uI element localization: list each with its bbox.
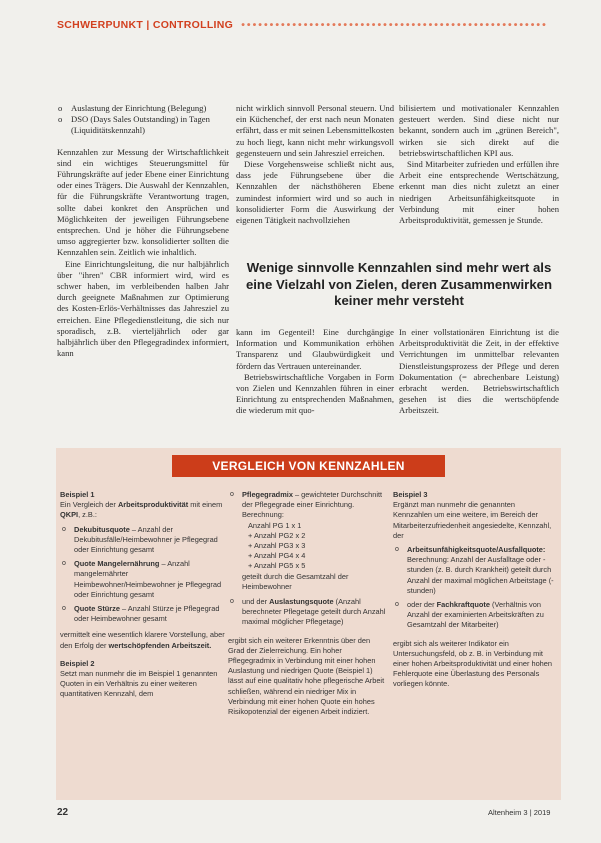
example-1-title: Beispiel 1 — [60, 490, 95, 499]
example-3-conclusion: ergibt sich als weiterer Indikator ein Untersuchungsfeld, ob z. B. in Verbindung mit einer hohen Arbeitsproduktivität und einer hohen Fehlerquote eine Überlastung des Personals vorliegen könnte. — [393, 638, 553, 689]
column-2-bottom: kann im Gegenteil! Eine durchgängige Information und Kommunikation erhöhen Transparenz und Glaubwürdigkeit und fördern das Vertrauen untereinander. Betriebswirtschaftliche Vorgaben in Form von Zielen und Kennzahlen führen in einer Einrichtung zu entsprechenden Maßnahmen, die wiederum mit quo- — [236, 327, 394, 416]
page-number: 22 — [57, 807, 69, 818]
pflegegradmix-list — [228, 490, 388, 628]
list-item: o Pflegegradmix – gewichteter Durchschnitt der Pflegegrade einer Einrichtung. Berechnung: Anzahl PG 1 x 1 + Anzahl PG2 x 2 + Anzahl PG3 x 3 + Anzahl PG4 x 4 + Anzahl PG5 x 5 geteilt durch die Gesamtzahl der Heimbewohner — [228, 490, 388, 592]
list-item: o oder der Fachkraftquote (Verhältnis von Anzahl der examinierten Arbeitskräften zu Gesamtzahl der Mitarbeiter) — [393, 600, 556, 631]
example-1-list — [60, 525, 225, 625]
header-dotted-rule: •••••••••••••••••••••••••••••••••••••••••••••••••••••• — [236, 19, 548, 31]
list-item: o Quote Stürze – Anzahl Stürze je Pflegegrad oder Heimbewohner gesamt — [60, 604, 225, 624]
box-column-2 — [228, 490, 388, 717]
example-1-intro: Ein Vergleich der Arbeitsproduktivität mit einem QKPI, z.B.: — [60, 500, 223, 520]
example-2-conclusion: ergibt sich ein weiterer Erkenntnis über den Grad der Zielerreichung. Ein hoher Pflegegradmix in Verbindung mit einer hohen Auslastung und niedrigen Quote (Beispiel 1) lässt auf eine qualitativ hohe pflegerische Arbeit schließen, während ein niedriger Mix in Verbindung mit einer hohen Quote ein hohes Risikopotenzial der eigenen Arbeit indiziert. — [228, 635, 385, 717]
list-item: o Auslastung der Einrichtung (Belegung) — [58, 103, 207, 113]
column-3-top: bilisiertem und motivationaler Kennzahlen gesteuert werden. Sind diese nicht nur bekannt, sondern auch im „grünen Bereich", wirken sie sich direkt auf die betriebswirtschaftlichen KPI aus. Sind Mitarbeiter zufrieden und erfüllen ihre Arbeit eine entsprechende Wertschätzung, erkennt man dies nicht zuletzt an einer niedrigen Arbeitsunfähigkeitsquote in Verbindung mit einer hohen Arbeitsproduktivität, gemessen je Stunde. — [399, 103, 559, 226]
section-header — [57, 19, 577, 31]
column-1 — [57, 103, 229, 359]
example-2-text: Setzt man nunmehr die im Beispiel 1 genannten Quoten in ein Verhältnis zu einer weiteren quantitativen Kennzahl, dem — [60, 669, 218, 699]
box-column-1 — [60, 490, 225, 700]
publication-source: Altenheim 3 | 2019 — [488, 808, 551, 817]
list-item: o Dekubitusquote – Anzahl der Dekubitusfälle/Heimbewohner je Pflegegrad oder Einrichtung gesamt — [60, 525, 225, 556]
example-3-intro: Ergänzt man nunmehr die genannten Kennzahlen um eine weitere, im Bereich der Mitarbeiterzufriedenheit angesiedelte, Kennzahl, der — [393, 500, 552, 540]
box-column-3 — [393, 490, 556, 690]
list-item: o Quote Mangelernährung – Anzahl mangelernährter Heimbewohner/Heimbewohner je Pflegegrad oder Einrichtung gesamt — [60, 559, 225, 600]
list-item: o und der Auslastungsquote (Anzahl berechneter Pflegetage geteilt durch Anzahl maximal möglicher Pflegetage) — [228, 597, 388, 628]
example-1-summary: vermittelt eine wesentlich klarere Vorstellung, aber den Erfolg der wertschöpfenden Arbeitszeit. — [60, 630, 225, 650]
column-2-top: nicht wirklich sinnvoll Personal steuern. Und ein Küchenchef, der erst nach neun Monaten erfährt, dass er mit seinen Lebensmittelkosten zu hoch liegt, kann nicht mehr wirkungsvoll gegensteuern und sein Jahresziel erreichen. Diese Vorgehensweise schließt nicht aus, dass jede Führungsebene über die Kennzahlen der nächsthöheren Ebene zumindest informiert wird und so auch in konsolidierter Form die Auswirkung der eigenen Tätigkeit nachvollziehen — [236, 103, 394, 226]
list-item: o Arbeitsunfähigkeitsquote/Ausfallquote: Berechnung: Anzahl der Ausfalltage oder -stunden (z. B. durch Krankheit) geteilt durch Anzahl der maximal möglichen Arbeitstage (-stunden) — [393, 545, 556, 596]
list-item: o DSO (Days Sales Outstanding) in Tagen (Liquiditätskennzahl) — [58, 114, 210, 136]
example-3-title: Beispiel 3 — [393, 490, 428, 499]
topic-label: CONTROLLING — [152, 19, 234, 31]
section-label: SCHWERPUNKT — [57, 19, 144, 31]
example-2-title: Beispiel 2 — [60, 658, 95, 668]
body-text: Kennzahlen zur Messung der Wirtschaftlichkeit sind ein wichtiges Steuerungsmittel für Führungskräfte auf jeder Ebene einer Einrichtung oder eines Trägers. Die Auswahl der Kennzahlen, für die Führungskräfte Verantwortung tragen, sollte dabei konkret den Ansprüchen und Möglichkeiten der jeweiligen Führungsebene entsprechen. Und je höher die Führungsebene umso aggregierter bzw. konsolidierter sollten die Kennzahlen sein. Zeitlich wie inhaltlich. Eine Einrichtungsleitung, die nur halbjährlich über "ihren" CBR informiert wird, wird es schwer haben, im verbleibenden halben Jahr durch geeignete Maßnahmen zur Optimierung des Kosten-Erlös-Verhältnisses das Jahresziel zu erreichen. Eine Pflegedienstleitung, die sich nur sporadisch, z.B. vierteljährlich oder gar halbjährlich über den Pflegegradindex informiert, kann — [57, 146, 229, 359]
box-title: VERGLEICH VON KENNZAHLEN — [56, 455, 561, 477]
column-3-bottom: In einer vollstationären Einrichtung ist die Arbeitsproduktivität die Zeit, in der effektive Verrichtungen im unmittelbar relevanten Dienstleistungsprozess der Pflege und deren Dokumentation (= abrechenbare Leistung) erbracht werden. Betriebswirtschaftlich gesehen ist dies die wertschöpfende Arbeitszeit. — [399, 327, 559, 416]
pull-quote: Wenige sinnvolle Kennzahlen sind mehr wert als eine Vielzahl von Zielen, deren Zusammenwirken keiner mehr versteht — [245, 260, 553, 308]
example-3-list — [393, 545, 556, 631]
calculation: Anzahl PG 1 x 1 + Anzahl PG2 x 2 + Anzahl PG3 x 3 + Anzahl PG4 x 4 + Anzahl PG5 x 5 — [248, 520, 306, 571]
header-separator: | — [146, 19, 150, 31]
